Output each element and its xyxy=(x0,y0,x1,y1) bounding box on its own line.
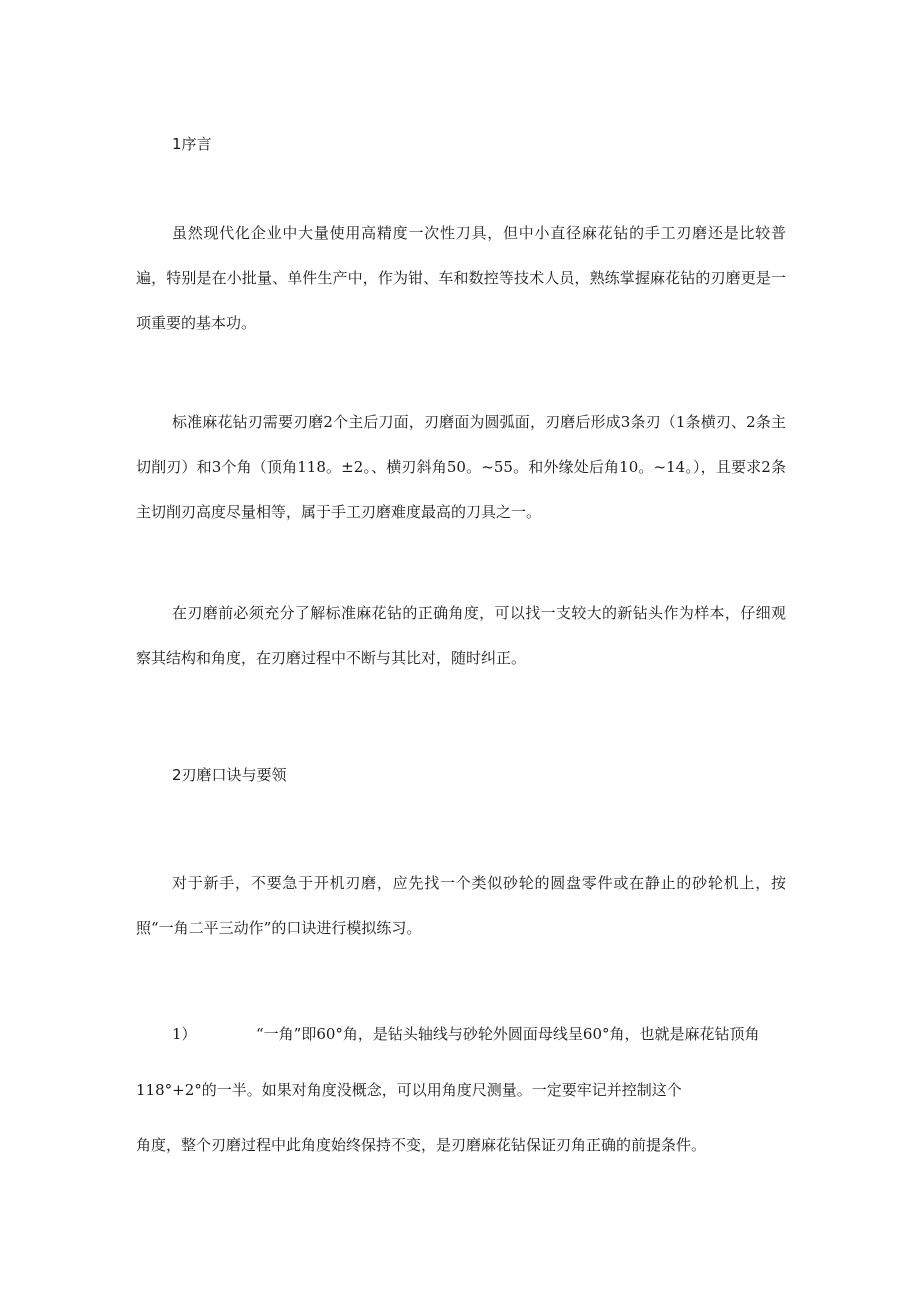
list-item-line-3: 角度，整个刃磨过程中此角度始终保持不变，是刃磨麻花钻保证刃角正确的前提条件。 xyxy=(136,1136,707,1154)
section-1-paragraph-2: 标准麻花钻刃需要刃磨2个主后刀面，刃磨面为圆弧面，刃磨后形成3条刃（1条横刃、2条主切削刃）和3个角（顶角118。±2。、横刃斜角50。~55。和外缘处后角10。~14。），且要求2条主切削刃高度尽量相等，属于手工刃磨难度最高的刀具之一。 xyxy=(136,413,786,521)
list-item-line-2: 118°+2°的一半。如果对角度没概念，可以用角度尺测量。一定要牢记并控制这个 xyxy=(136,1081,682,1099)
section-1-paragraph-1: 虽然现代化企业中大量使用高精度一次性刀具，但中小直径麻花钻的手工刃磨还是比较普遍，特别是在小批量、单件生产中，作为钳、车和数控等技术人员，熟练掌握麻花钻的刃磨更是一项重要的基本功。 xyxy=(136,224,786,332)
list-item-number: 1） xyxy=(172,1025,197,1043)
list-item-line-1: “一角”即60°角，是钻头轴线与砂轮外圆面母线呈60°角，也就是麻花钻顶角 xyxy=(256,1025,760,1043)
section-1-paragraph-3: 在刃磨前必须充分了解标准麻花钻的正确角度，可以找一支较大的新钻头作为样本，仔细观察其结构和角度，在刃磨过程中不断与其比对，随时纠正。 xyxy=(136,604,786,667)
section-2-paragraph-1: 对于新手，不要急于开机刃磨，应先找一个类似砂轮的圆盘零件或在静止的砂轮机上，按照“一角二平三动作”的口诀进行模拟练习。 xyxy=(136,874,786,937)
section-1-heading: 1序言 xyxy=(172,135,212,153)
section-2-heading: 2刃磨口诀与要领 xyxy=(172,766,287,784)
